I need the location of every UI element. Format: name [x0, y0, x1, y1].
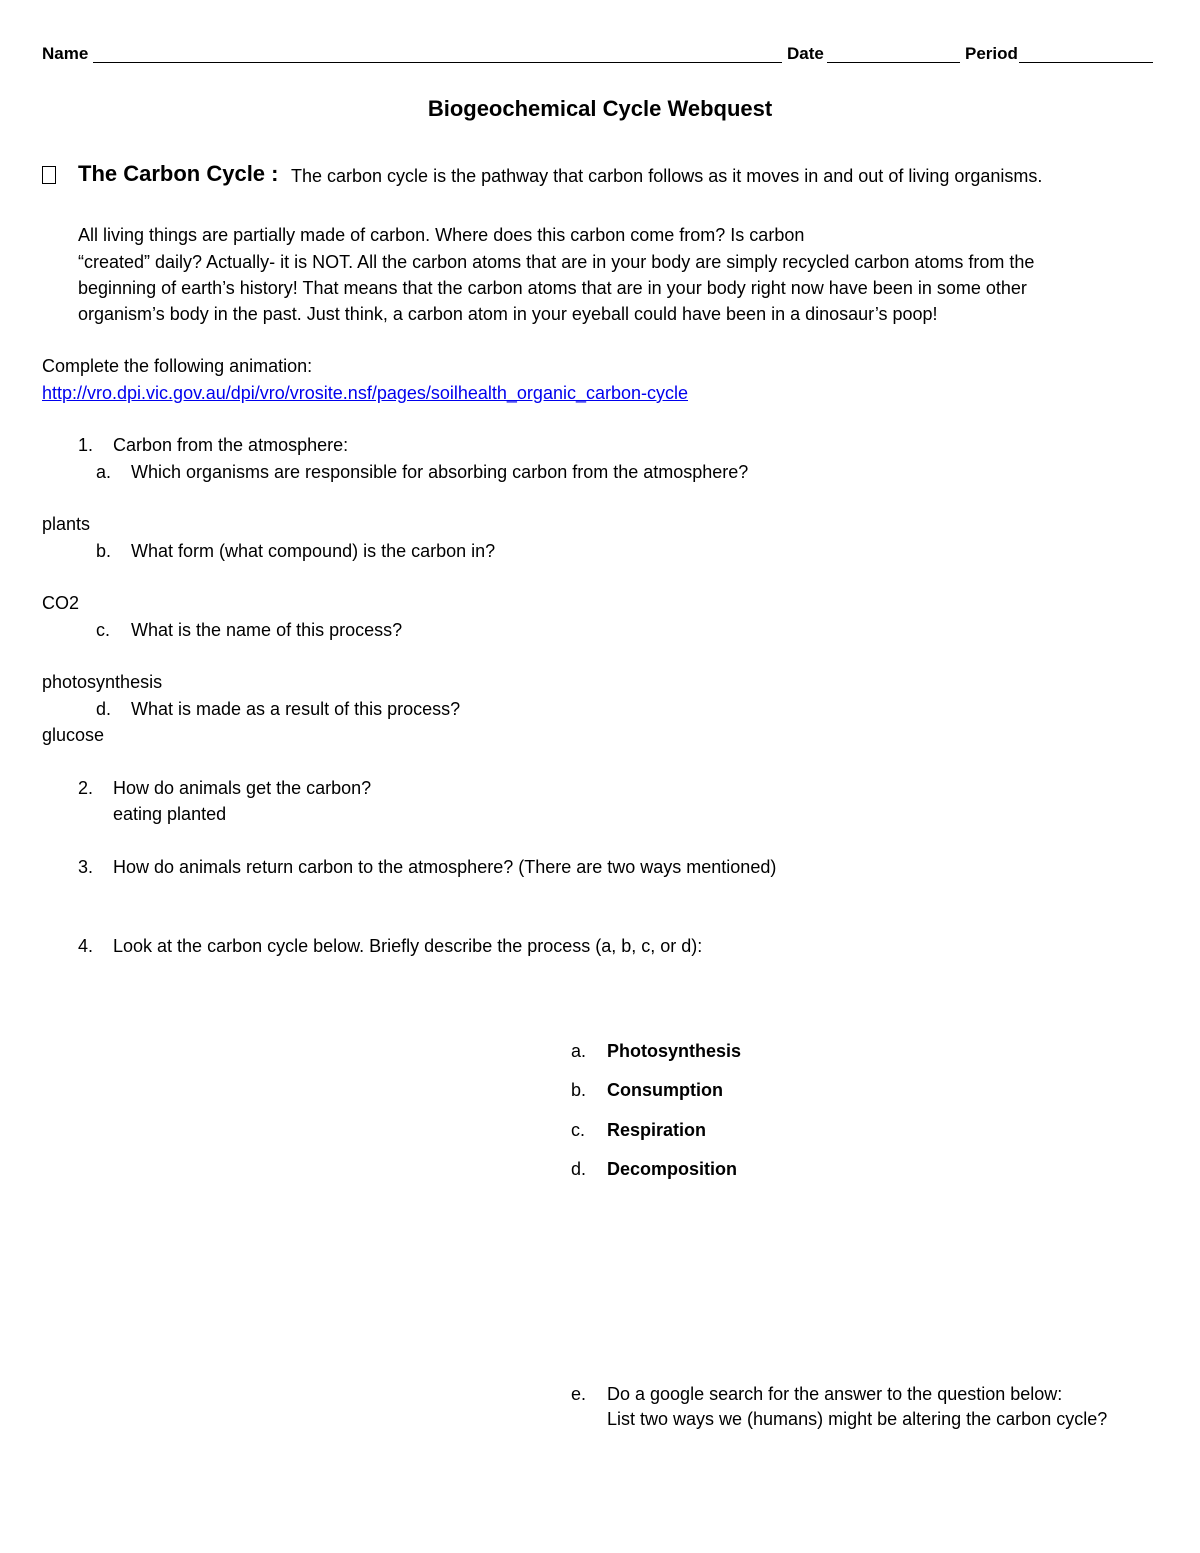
- q1b-letter: b.: [96, 541, 112, 561]
- q1b-text: What form (what compound) is the carbon in?: [131, 541, 496, 561]
- process-b-text: Consumption: [607, 1080, 723, 1100]
- date-label: Date: [787, 44, 824, 63]
- q3-number: 3.: [78, 857, 94, 877]
- q2-answer[interactable]: eating planted: [113, 804, 227, 824]
- name-blank[interactable]: [93, 62, 782, 63]
- q1c-letter: c.: [96, 620, 111, 640]
- q4-number: 4.: [78, 936, 94, 956]
- qe-line-2: List two ways we (humans) might be altering the carbon cycle?: [607, 1409, 1108, 1429]
- intro-line-4: organism’s body in the past. Just think, a carbon atom in your eyeball could have been in a dinosaur’s poop!: [78, 304, 938, 324]
- animation-link[interactable]: http://vro.dpi.vic.gov.au/dpi/vro/vrosite.nsf/pages/soilhealth_organic_carbon-cycle: [42, 383, 689, 403]
- period-blank[interactable]: [1019, 62, 1153, 63]
- q2-text: How do animals get the carbon?: [113, 778, 372, 798]
- q1d-answer[interactable]: glucose: [42, 725, 105, 745]
- q1-number: 1.: [78, 435, 94, 455]
- period-label: Period: [965, 44, 1018, 63]
- q3-text: How do animals return carbon to the atmosphere? (There are two ways mentioned): [113, 857, 777, 877]
- carbon-cycle-definition: The carbon cycle is the pathway that carbon follows as it moves in and out of living organisms.: [291, 166, 1043, 186]
- process-c-text: Respiration: [607, 1120, 707, 1140]
- q1b-answer[interactable]: CO2: [42, 593, 80, 613]
- carbon-cycle-heading: The Carbon Cycle :: [78, 161, 279, 186]
- process-d-text: Decomposition: [607, 1159, 738, 1179]
- q1a-letter: a.: [96, 462, 112, 482]
- q2-number: 2.: [78, 778, 94, 798]
- intro-line-1: All living things are partially made of carbon. Where does this carbon come from? Is carbon: [78, 225, 805, 245]
- process-a-text: Photosynthesis: [607, 1041, 742, 1061]
- intro-line-3: beginning of earth’s history! That means that the carbon atoms that are in your body right now have been in some other: [78, 278, 1027, 298]
- q1d-letter: d.: [96, 699, 112, 719]
- name-label: Name: [42, 44, 89, 63]
- q1c-answer[interactable]: photosynthesis: [42, 672, 163, 692]
- page-title: Biogeochemical Cycle Webquest: [427, 96, 773, 121]
- q1c-text: What is the name of this process?: [131, 620, 403, 640]
- process-c-letter: c.: [571, 1120, 586, 1140]
- process-a-letter: a.: [571, 1041, 587, 1061]
- q1-text: Carbon from the atmosphere:: [113, 435, 349, 455]
- qe-line-1: Do a google search for the answer to the question below:: [607, 1384, 1063, 1404]
- q1a-answer[interactable]: plants: [42, 514, 91, 534]
- process-b-letter: b.: [571, 1080, 587, 1100]
- q1d-text: What is made as a result of this process?: [131, 699, 461, 719]
- bullet-box-icon: [42, 166, 56, 184]
- date-blank[interactable]: [827, 62, 960, 63]
- intro-line-2: “created” daily? Actually- it is NOT. All the carbon atoms that are in your body are simply recycled carbon atoms from the: [78, 252, 1035, 272]
- process-d-letter: d.: [571, 1159, 587, 1179]
- qe-letter: e.: [571, 1384, 587, 1404]
- q4-text: Look at the carbon cycle below. Briefly describe the process (a, b, c, or d):: [113, 936, 703, 956]
- q1a-text: Which organisms are responsible for absorbing carbon from the atmosphere?: [131, 462, 749, 482]
- animation-label: Complete the following animation:: [42, 356, 313, 376]
